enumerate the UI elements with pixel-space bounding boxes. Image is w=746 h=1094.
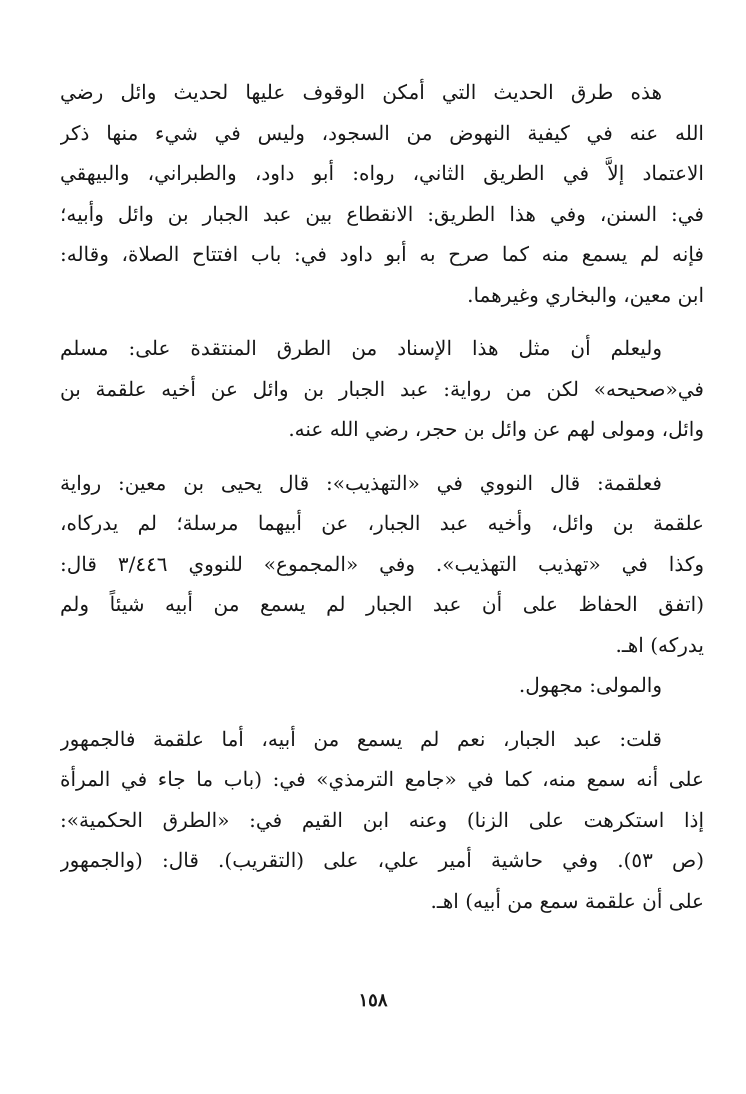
text-line: الله عنه في كيفية النهوض من السجود، وليس في شيء منها ذكر: [60, 120, 704, 145]
text-line: على أن علقمة سمع من أبيه) اهـ.: [430, 888, 704, 913]
text-line: على أنه سمع منه، كما في «جامع الترمذي» في: (باب ما جاء في المرأة: [60, 767, 704, 791]
text-line: فعلقمة: قال النووي في «التهذيب»: قال يحيى بن معين: رواية: [60, 470, 662, 495]
paragraph-4: [60, 665, 704, 706]
paragraph-3: [60, 463, 704, 666]
paragraph-5: [60, 719, 704, 922]
text-line: في«صحيحه» لكن من رواية: عبد الجبار بن وائل عن أخيه علقمة بن: [60, 376, 704, 401]
paragraph-2: [60, 328, 704, 450]
text-line: قلت: عبد الجبار، نعم لم يسمع من أبيه، أما علقمة فالجمهور: [60, 726, 662, 751]
text-line: هذه طرق الحديث التي أمكن الوقوف عليها لحديث وائل رضي: [60, 80, 662, 104]
text-line: الاعتماد إلاَّ في الطريق الثاني، رواه: أبو داود، والطبراني، والبيهقي: [60, 161, 704, 185]
text-line: والمولى: مجهول.: [518, 673, 662, 697]
text-line: (اتفق الحفاظ على أن عبد الجبار لم يسمع من أبيه شيئاً ولم: [60, 592, 704, 616]
text-line: وائل، ومولى لهم عن وائل بن حجر، رضي الله عنه.: [288, 417, 704, 441]
paragraph-1: [60, 72, 704, 315]
text-line: إذا استكرهت على الزنا) وعنه ابن القيم في: «الطرق الحكمية»:: [60, 807, 704, 832]
text-line: وليعلم أن مثل هذا الإسناد من الطرق المنتقدة على: مسلم: [60, 336, 663, 360]
text-line: فإنه لم يسمع منه كما صرح به أبو داود في: باب افتتاح الصلاة، وقاله:: [60, 242, 704, 266]
page-number: ١٥٨: [358, 990, 388, 1011]
text-line: (ص ٥٣). وفي حاشية أمير علي، على (التقريب). قال: (والجمهور: [60, 848, 704, 872]
text-line: يدركه) اهـ.: [615, 632, 704, 657]
text-line: وكذا في «تهذيب التهذيب». وفي «المجموع» للنووي ٣/٤٤٦ قال:: [60, 551, 704, 576]
body-text: [60, 72, 704, 921]
text-line: في: السنن، وفي هذا الطريق: الانقطاع بين عبد الجبار بن وائل وأبيه؛: [60, 201, 704, 226]
text-line: علقمة بن وائل، وأخيه عبد الجبار، عن أبيهما مرسلة؛ لم يدركاه،: [60, 511, 704, 535]
text-line: ابن معين، والبخاري وغيرهما.: [467, 282, 704, 307]
